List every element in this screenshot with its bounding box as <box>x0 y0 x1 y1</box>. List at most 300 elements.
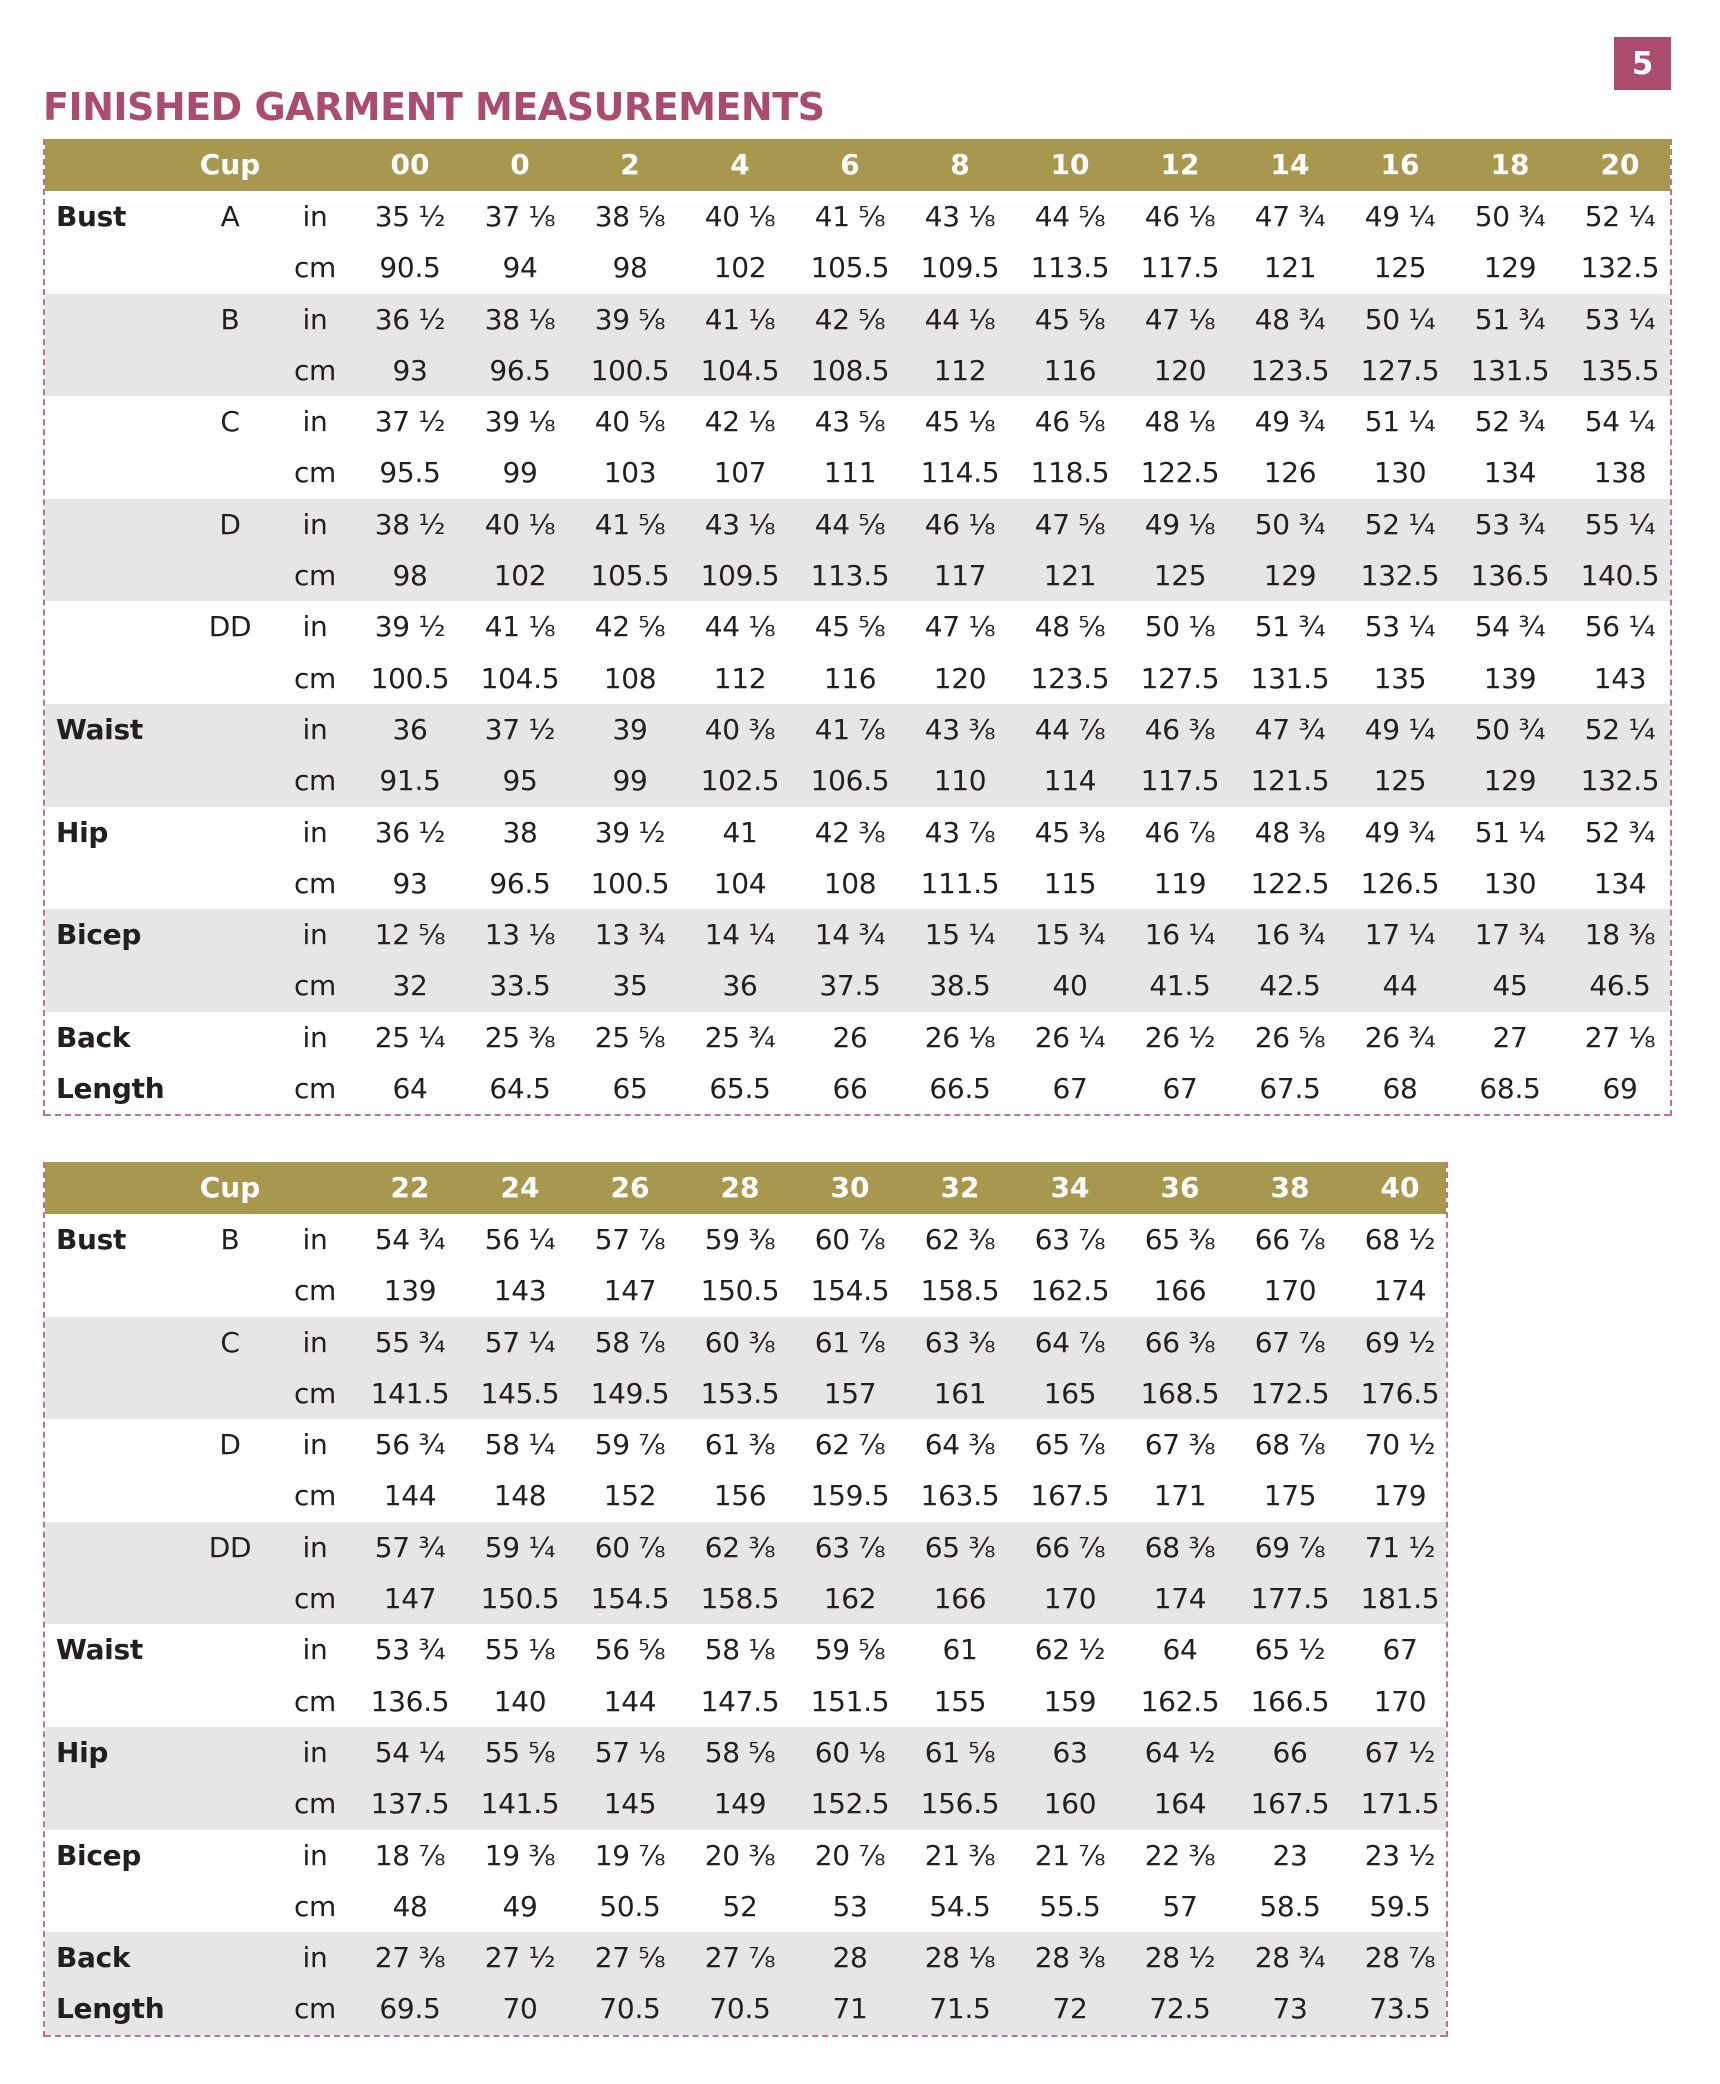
table-cell: 150.5 <box>480 1582 560 1616</box>
table-row <box>45 447 1670 498</box>
table-cell: 55 ⅛ <box>484 1633 556 1667</box>
table-cell: 100.5 <box>590 353 670 387</box>
table-cell: 145.5 <box>480 1376 560 1410</box>
table-cell: 47 ⅛ <box>1144 302 1216 336</box>
table-row <box>45 1063 1670 1114</box>
table-cell: 46 ⅜ <box>1144 712 1216 746</box>
table-cell: 48 ¾ <box>1254 302 1326 336</box>
table-cell: 117 <box>933 559 987 593</box>
table-row <box>45 704 1670 755</box>
table-cell: 102.5 <box>700 764 780 798</box>
table-cell: 42 ⅜ <box>814 815 886 849</box>
table-row <box>45 1012 1670 1063</box>
table-cell: 48 ⅜ <box>1254 815 1326 849</box>
cup-size: C <box>220 405 240 439</box>
table-cell: 56 ¼ <box>484 1223 556 1256</box>
table-cell: 62 ⅞ <box>814 1428 886 1462</box>
cup-size: B <box>220 302 240 336</box>
table-cell: 46 ⅞ <box>1144 815 1216 849</box>
table-cell: 52 ¼ <box>1364 507 1436 541</box>
table-cell: 64.5 <box>489 1072 551 1106</box>
table-cell: 66 <box>1272 1735 1308 1769</box>
unit-label: cm <box>293 1072 337 1106</box>
table-cell: 156 <box>713 1479 767 1513</box>
table-cell: 43 ⅝ <box>814 405 886 439</box>
table-cell: 62 ⅜ <box>924 1223 996 1256</box>
table-cell: 66 ⅞ <box>1254 1223 1326 1256</box>
table-cell: 60 ⅞ <box>814 1223 886 1256</box>
table-cell: 39 ½ <box>594 815 666 849</box>
cup-size: B <box>220 1223 240 1256</box>
table-cell: 158.5 <box>920 1274 1000 1308</box>
table-cell: 35 ½ <box>374 200 446 233</box>
table-cell: 53 ¾ <box>1474 507 1546 541</box>
unit-label: in <box>302 1530 328 1564</box>
table-cell: 58 ⅞ <box>594 1325 666 1359</box>
table-cell: 99 <box>612 764 648 798</box>
table-cell: 27 ½ <box>484 1941 556 1975</box>
table-row <box>45 294 1670 345</box>
table-cell: 12 ⅝ <box>374 918 446 952</box>
table-cell: 129 <box>1483 764 1537 798</box>
table-cell: 73.5 <box>1369 1992 1431 2026</box>
size-header: 18 <box>1490 148 1530 181</box>
table-cell: 45 ⅛ <box>924 405 996 439</box>
table-cell: 104 <box>713 866 767 900</box>
table-cell: 28 ⅞ <box>1364 1941 1436 1975</box>
table-cell: 154.5 <box>810 1274 890 1308</box>
table-cell: 67 <box>1052 1072 1088 1106</box>
table-cell: 147 <box>603 1274 657 1308</box>
table-cell: 143 <box>1593 661 1647 695</box>
table-row <box>45 653 1670 704</box>
measurement-label: Length <box>56 1992 165 2026</box>
table-cell: 63 ⅞ <box>1034 1223 1106 1256</box>
table-cell: 139 <box>383 1274 437 1308</box>
table-cell: 46.5 <box>1589 969 1651 1003</box>
table-cell: 50 ⅛ <box>1144 610 1216 644</box>
table-cell: 36 <box>722 969 758 1003</box>
table-cell: 26 ⅛ <box>924 1020 996 1054</box>
table-cell: 66 <box>832 1072 868 1106</box>
cup-size: D <box>219 507 241 541</box>
table-cell: 16 ¼ <box>1144 918 1216 952</box>
table-cell: 25 ¾ <box>704 1020 776 1054</box>
table-body <box>45 1214 1446 2035</box>
cup-size: D <box>219 1428 241 1462</box>
table-cell: 68 ⅜ <box>1144 1530 1216 1564</box>
table-cell: 28 ⅛ <box>924 1941 996 1975</box>
unit-label: cm <box>293 661 337 695</box>
table-row <box>45 345 1670 396</box>
table-cell: 68 <box>1382 1072 1418 1106</box>
cup-size: DD <box>208 610 252 644</box>
table-cell: 170 <box>1373 1684 1427 1718</box>
table-row <box>45 1573 1446 1624</box>
table-cell: 65.5 <box>709 1072 771 1106</box>
table-cell: 104.5 <box>700 353 780 387</box>
table-cell: 67 ½ <box>1364 1735 1436 1769</box>
table-cell: 72 <box>1052 1992 1088 2026</box>
table-cell: 50 ¾ <box>1474 712 1546 746</box>
table-cell: 53 ¼ <box>1364 610 1436 644</box>
table-cell: 45 ⅝ <box>1034 302 1106 336</box>
table-cell: 64 <box>392 1072 428 1106</box>
table-cell: 61 <box>942 1633 978 1667</box>
table-cell: 27 ⅛ <box>1584 1020 1656 1054</box>
table-cell: 98 <box>612 251 648 285</box>
table-cell: 171 <box>1153 1479 1207 1513</box>
size-header: 14 <box>1270 148 1310 181</box>
table-row <box>45 1778 1446 1829</box>
table-cell: 138 <box>1593 456 1647 490</box>
table-cell: 108.5 <box>810 353 890 387</box>
table-cell: 152.5 <box>810 1787 890 1821</box>
table-cell: 170 <box>1043 1582 1097 1616</box>
cup-size <box>190 653 270 704</box>
unit-label: in <box>302 1223 328 1256</box>
table-cell: 58 ¼ <box>484 1428 556 1462</box>
table-cell: 63 <box>1052 1735 1088 1769</box>
unit-label: in <box>302 712 328 746</box>
table-row <box>45 1317 1446 1368</box>
cup-size <box>190 1881 270 1932</box>
table-cell: 141.5 <box>480 1787 560 1821</box>
table-cell: 176.5 <box>1360 1376 1440 1410</box>
size-header: 30 <box>830 1171 870 1204</box>
table-cell: 51 ¾ <box>1474 302 1546 336</box>
table-cell: 116 <box>823 661 877 695</box>
table-cell: 125 <box>1373 251 1427 285</box>
table-row <box>45 1419 1446 1470</box>
table-cell: 48 <box>392 1889 428 1923</box>
table-cell: 42 ⅝ <box>594 610 666 644</box>
table-cell: 158.5 <box>700 1582 780 1616</box>
table-cell: 68 ⅞ <box>1254 1428 1326 1462</box>
table-cell: 121 <box>1043 559 1097 593</box>
table-row <box>45 1881 1446 1932</box>
unit-label: in <box>302 507 328 541</box>
table-cell: 63 ⅞ <box>814 1530 886 1564</box>
table-cell: 168.5 <box>1140 1376 1220 1410</box>
table-cell: 59 ⅝ <box>814 1633 886 1667</box>
table-cell: 115 <box>1043 866 1097 900</box>
table-cell: 43 ⅞ <box>924 815 996 849</box>
table-cell: 45 ⅝ <box>814 610 886 644</box>
table-cell: 70.5 <box>709 1992 771 2026</box>
page-number-badge: 5 <box>1614 37 1671 90</box>
cup-size <box>190 704 270 755</box>
table-cell: 69.5 <box>379 1992 441 2026</box>
table-cell: 54 ¾ <box>1474 610 1546 644</box>
unit-label: cm <box>293 1992 337 2026</box>
table-cell: 36 ½ <box>374 302 446 336</box>
cup-size <box>190 1778 270 1829</box>
table-cell: 170 <box>1263 1274 1317 1308</box>
table-cell: 45 <box>1492 969 1528 1003</box>
table-cell: 71 ½ <box>1364 1530 1436 1564</box>
table-cell: 166.5 <box>1250 1684 1330 1718</box>
table-cell: 46 ⅛ <box>1144 200 1216 233</box>
table-cell: 71 <box>832 1992 868 2026</box>
measurement-label: Bust <box>56 1223 127 1256</box>
table-cell: 54 ¼ <box>374 1735 446 1769</box>
unit-label: in <box>302 1325 328 1359</box>
table-cell: 70 ½ <box>1364 1428 1436 1462</box>
table-cell: 70 <box>502 1992 538 2026</box>
table-cell: 95 <box>502 764 538 798</box>
unit-label: in <box>302 1020 328 1054</box>
table-cell: 36 <box>392 712 428 746</box>
unit-label: in <box>302 1838 328 1872</box>
table-cell: 45 ⅜ <box>1034 815 1106 849</box>
table-cell: 53 ¾ <box>374 1633 446 1667</box>
unit-label: cm <box>293 251 337 285</box>
size-header: 38 <box>1270 1171 1310 1204</box>
table-cell: 120 <box>1153 353 1207 387</box>
unit-label: cm <box>293 559 337 593</box>
cup-size <box>190 807 270 858</box>
size-header: 10 <box>1050 148 1090 181</box>
table-cell: 123.5 <box>1030 661 1110 695</box>
table-cell: 59 ⅞ <box>594 1428 666 1462</box>
table-cell: 121 <box>1263 251 1317 285</box>
table-cell: 28 ¾ <box>1254 1941 1326 1975</box>
table-cell: 44 ⅝ <box>1034 200 1106 233</box>
unit-label: cm <box>293 1479 337 1513</box>
table-cell: 39 ⅛ <box>484 405 556 439</box>
table-body <box>45 191 1670 1114</box>
table-cell: 135.5 <box>1580 353 1660 387</box>
table-cell: 90.5 <box>379 251 441 285</box>
measurement-label: Hip <box>56 815 109 849</box>
table-cell: 18 ⅜ <box>1584 918 1656 952</box>
table-header-row <box>45 1162 1446 1214</box>
table-cell: 105.5 <box>590 559 670 593</box>
table-cell: 50 ¾ <box>1474 200 1546 233</box>
size-header: 26 <box>610 1171 650 1204</box>
table-row <box>45 1214 1446 1265</box>
table-cell: 130 <box>1373 456 1427 490</box>
table-cell: 123.5 <box>1250 353 1330 387</box>
size-header: 20 <box>1600 148 1640 181</box>
table-cell: 28 ⅜ <box>1034 1941 1106 1975</box>
table-cell: 129 <box>1263 559 1317 593</box>
table-cell: 38.5 <box>929 969 991 1003</box>
table-cell: 103 <box>603 456 657 490</box>
table-cell: 43 ⅜ <box>924 712 996 746</box>
unit-label: cm <box>293 1787 337 1821</box>
unit-label: in <box>302 815 328 849</box>
table-cell: 41 ⅛ <box>484 610 556 644</box>
table-cell: 166 <box>1153 1274 1207 1308</box>
table-cell: 98 <box>392 559 428 593</box>
table-cell: 122.5 <box>1250 866 1330 900</box>
measurement-label: Back <box>56 1941 131 1975</box>
table-cell: 43 ⅛ <box>924 200 996 233</box>
table-cell: 118.5 <box>1030 456 1110 490</box>
table-cell: 46 ⅛ <box>924 507 996 541</box>
table-cell: 73 <box>1272 1992 1308 2026</box>
table-cell: 109.5 <box>920 251 1000 285</box>
table-cell: 65 ⅞ <box>1034 1428 1106 1462</box>
table-cell: 134 <box>1483 456 1537 490</box>
table-cell: 37 ½ <box>374 405 446 439</box>
table-cell: 149 <box>713 1787 767 1821</box>
size-header: 6 <box>840 148 860 181</box>
table-cell: 179 <box>1373 1479 1427 1513</box>
table-cell: 120 <box>933 661 987 695</box>
table-cell: 117.5 <box>1140 764 1220 798</box>
table-cell: 174 <box>1153 1582 1207 1616</box>
unit-label: cm <box>293 353 337 387</box>
cup-header: Cup <box>199 1171 261 1204</box>
table-cell: 54 ¾ <box>374 1223 446 1256</box>
table-cell: 59.5 <box>1369 1889 1431 1923</box>
table-cell: 125 <box>1153 559 1207 593</box>
table-cell: 26 ½ <box>1144 1020 1216 1054</box>
table-cell: 107 <box>713 456 767 490</box>
table-cell: 67 ⅞ <box>1254 1325 1326 1359</box>
table-cell: 38 ⅝ <box>594 200 666 233</box>
table-cell: 59 ⅜ <box>704 1223 776 1256</box>
table-cell: 58 ⅝ <box>704 1735 776 1769</box>
table-cell: 14 ¼ <box>704 918 776 952</box>
table-cell: 172.5 <box>1250 1376 1330 1410</box>
table-cell: 37 ⅛ <box>484 200 556 233</box>
unit-label: in <box>302 610 328 644</box>
table-row <box>45 1676 1446 1727</box>
table-cell: 65 ½ <box>1254 1633 1326 1667</box>
table-row <box>45 807 1670 858</box>
table-cell: 37 ½ <box>484 712 556 746</box>
table-cell: 41 ⅛ <box>704 302 776 336</box>
table-cell: 126 <box>1263 456 1317 490</box>
table-cell: 100.5 <box>590 866 670 900</box>
unit-label: in <box>302 405 328 439</box>
table-cell: 47 ¾ <box>1254 712 1326 746</box>
table-row <box>45 858 1670 909</box>
table-row <box>45 1932 1446 1983</box>
table-cell: 40 ⅜ <box>704 712 776 746</box>
unit-label: cm <box>293 1582 337 1616</box>
measurement-label: Bicep <box>56 918 142 952</box>
table-cell: 41 ⅝ <box>814 200 886 233</box>
table-row <box>45 1522 1446 1573</box>
table-cell: 49 ¼ <box>1364 712 1436 746</box>
table-row <box>45 601 1670 652</box>
table-cell: 145 <box>603 1787 657 1821</box>
table-cell: 39 ⅝ <box>594 302 666 336</box>
table-cell: 51 ¾ <box>1254 610 1326 644</box>
cup-size: A <box>220 200 240 233</box>
table-cell: 16 ¾ <box>1254 918 1326 952</box>
table-cell: 69 ½ <box>1364 1325 1436 1359</box>
cup-size <box>190 1470 270 1521</box>
table-cell: 17 ¾ <box>1474 918 1546 952</box>
table-row <box>45 755 1670 806</box>
table-cell: 122.5 <box>1140 456 1220 490</box>
table-cell: 61 ⅜ <box>704 1428 776 1462</box>
table-cell: 25 ⅝ <box>594 1020 666 1054</box>
unit-label: cm <box>293 969 337 1003</box>
table-cell: 17 ¼ <box>1364 918 1436 952</box>
table-cell: 52 ¾ <box>1584 815 1656 849</box>
table-cell: 129 <box>1483 251 1537 285</box>
table-cell: 27 ⅝ <box>594 1941 666 1975</box>
table-cell: 40 ⅝ <box>594 405 666 439</box>
table-cell: 99 <box>502 456 538 490</box>
measurement-label: Waist <box>56 712 143 746</box>
table-cell: 27 ⅜ <box>374 1941 446 1975</box>
table-cell: 57 ¼ <box>484 1325 556 1359</box>
table-cell: 47 ⅝ <box>1034 507 1106 541</box>
unit-label: in <box>302 200 328 233</box>
table-cell: 35 <box>612 969 648 1003</box>
table-cell: 58.5 <box>1259 1889 1321 1923</box>
table-row <box>45 550 1670 601</box>
cup-size <box>190 1368 270 1419</box>
table-cell: 72.5 <box>1149 1992 1211 2026</box>
cup-size <box>190 960 270 1011</box>
cup-size <box>190 345 270 396</box>
table-cell: 111.5 <box>920 866 1000 900</box>
table-cell: 28 ½ <box>1144 1941 1216 1975</box>
table-cell: 58 ⅛ <box>704 1633 776 1667</box>
table-cell: 127.5 <box>1140 661 1220 695</box>
table-cell: 47 ⅛ <box>924 610 996 644</box>
table-cell: 50.5 <box>599 1889 661 1923</box>
table-cell: 171.5 <box>1360 1787 1440 1821</box>
size-header: 32 <box>940 1171 980 1204</box>
table-cell: 51 ¼ <box>1474 815 1546 849</box>
table-cell: 167.5 <box>1250 1787 1330 1821</box>
table-cell: 21 ⅞ <box>1034 1838 1106 1872</box>
table-cell: 13 ¾ <box>594 918 666 952</box>
table-cell: 51 ¼ <box>1364 405 1436 439</box>
table-cell: 127.5 <box>1360 353 1440 387</box>
table-cell: 70.5 <box>599 1992 661 2026</box>
cup-size <box>190 1727 270 1778</box>
table-cell: 132.5 <box>1580 764 1660 798</box>
table-cell: 135 <box>1373 661 1427 695</box>
table-cell: 49 ¾ <box>1254 405 1326 439</box>
table-cell: 49 <box>502 1889 538 1923</box>
table-cell: 155 <box>933 1684 987 1718</box>
measurements-table-sizes-00-20 <box>43 139 1672 1116</box>
cup-size <box>190 1624 270 1675</box>
table-cell: 91.5 <box>379 764 441 798</box>
unit-label: cm <box>293 866 337 900</box>
measurement-label: Length <box>56 1072 165 1106</box>
table-cell: 15 ¼ <box>924 918 996 952</box>
table-cell: 126.5 <box>1360 866 1440 900</box>
table-cell: 57 ⅞ <box>594 1223 666 1256</box>
table-cell: 27 ⅞ <box>704 1941 776 1975</box>
page-title: FINISHED GARMENT MEASUREMENTS <box>43 85 825 129</box>
table-row <box>45 1983 1446 2034</box>
table-cell: 96.5 <box>489 353 551 387</box>
table-cell: 64 ⅜ <box>924 1428 996 1462</box>
table-cell: 112 <box>933 353 987 387</box>
table-cell: 105.5 <box>810 251 890 285</box>
table-cell: 53 ¼ <box>1584 302 1656 336</box>
table-cell: 38 <box>502 815 538 849</box>
table-cell: 147.5 <box>700 1684 780 1718</box>
table-cell: 167.5 <box>1030 1479 1110 1513</box>
unit-label: cm <box>293 1889 337 1923</box>
table-cell: 40 ⅛ <box>704 200 776 233</box>
